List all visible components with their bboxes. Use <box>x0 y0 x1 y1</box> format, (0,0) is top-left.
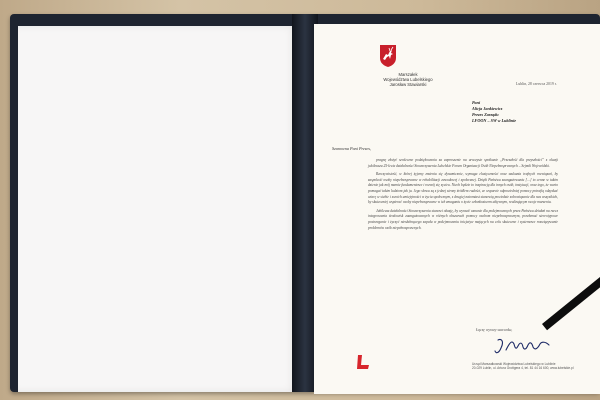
letter <box>324 42 590 382</box>
recipient-line: Prezes Zarządu <box>472 112 499 117</box>
closing-line: Łączę wyrazy szacunku, <box>476 328 513 332</box>
body-paragraph: pragnę złożyć serdeczne podziękowania za zaproszenie na uroczyste spotkanie „Przeszłość dla przyszłości” z okazji jubileuszu 25-lecia działalności Stowarzyszenia Lubelskie Forum Organizacji Osób Niepełnosprawnych – Sejmik Wojewódzki. <box>368 158 558 168</box>
letter-body <box>368 158 558 234</box>
salutation: Szanowna Pani Prezes, <box>332 146 372 151</box>
sender-block <box>372 72 444 87</box>
letterhead-footer <box>472 362 582 370</box>
recipient-name: Alicja Jankiewicz <box>472 106 503 111</box>
place-date: Lublin, 28 czerwca 2019 r. <box>516 82 557 86</box>
body-paragraph: Rzeczywistość, w której żyjemy zmienia się dynamicznie, wymaga elastyczności oraz szukania trafnych rozwiązań, by zaspokoić osoby niepełnosprawne w rehabilitacji zawodowej i społecznej. Dzięki Państwa zaangażowaniu […] to cenne w takim dzienie jak mój mamie fundamentowe i rozwój się zycieu. Niech będzie to inspiracją dla innych osób, instytucji, oraz tego, że warto pomagać takim ludziom jak ja. Jego słowa są z jednej strony źródłem radości, ze wsparcie odpowiedniej pomocy potrafią odzyskać wiarę w siebie i swoich umiejętności w życiu społecznym, z drugiej natomiast stanowią powiedzie zobowiązanie dla nas wszystkich, by skuteczniej wspierać osoby niepełnosprawne w ich zmaganiu o życie członkostwem aktywnym, realizującym swoje marzenia. <box>368 172 558 205</box>
document-folder <box>10 14 600 392</box>
sender-line: Województwa Lubelskiego <box>383 77 433 82</box>
footer-line: 20-029 Lublin, ul. Artura Grottgera 4, tel. 81 44 16 600, www.lubelskie.pl <box>472 366 574 371</box>
lubelskie-coat-of-arms-icon <box>378 44 398 68</box>
handwritten-signature <box>492 336 552 358</box>
lubelskie-l-logo-icon <box>356 354 370 370</box>
recipient-line: LFOON – SW w Lublinie <box>472 118 517 123</box>
recipient-block <box>472 100 516 124</box>
blank-left-page <box>18 26 298 392</box>
sender-line: Marszałek <box>398 72 418 77</box>
body-paragraph: Jubileusz działalności Stowarzyszenia stanowi okazję, by wyrazić uznanie dla podejmowanych przez Państwa działań na rzecz integrowania środowisk zaangażowanych w różnych obszarach pomocy osobom niepełnosprawnym, przełamać stereotypowe postrzeganie i życzyć niesłabnącego zapału w podejmowaniu inicjatyw mających na celu skuteczne i systemowe rozwiązywanie problemów osób niepełnosprawnych. <box>368 208 558 230</box>
sender-name: Jarosław Stawiarski <box>389 82 427 87</box>
recipient-line: Pani <box>472 100 481 105</box>
letter-page <box>314 24 600 394</box>
footer-line: Urząd Marszałkowski Województwa Lubelskiego w Lublinie <box>472 362 556 366</box>
